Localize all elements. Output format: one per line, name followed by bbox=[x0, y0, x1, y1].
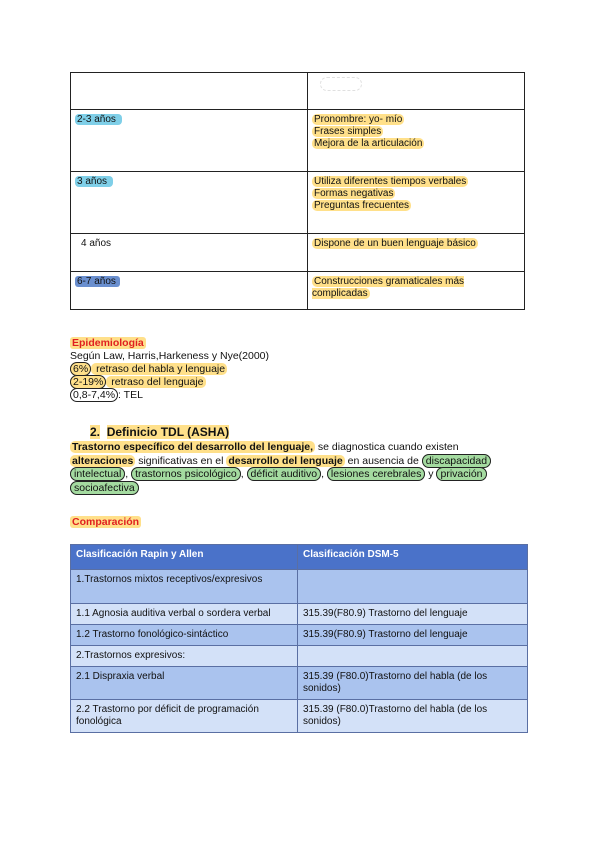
scribble-mark bbox=[320, 77, 362, 91]
highlight-term: privación bbox=[436, 467, 486, 481]
age-cell bbox=[71, 73, 308, 110]
milestone-item: Construcciones gramaticales más complicadas bbox=[312, 276, 465, 299]
table-cell: 2.1 Dispraxia verbal bbox=[71, 667, 298, 700]
table-row bbox=[71, 604, 528, 625]
table-row bbox=[71, 700, 528, 733]
milestone-item: Preguntas frecuentes bbox=[314, 200, 410, 211]
age-label: 2-3 años bbox=[75, 114, 122, 125]
separator: , bbox=[240, 468, 247, 480]
definition-heading bbox=[90, 426, 229, 439]
separator: y bbox=[425, 468, 437, 480]
text-run: se diagnostica cuando existen bbox=[315, 441, 459, 453]
epidemiology-heading: Epidemiología bbox=[72, 337, 144, 349]
milestone-cell bbox=[308, 234, 525, 272]
definition-paragraph bbox=[70, 441, 510, 495]
epidemiology-stat bbox=[70, 389, 269, 402]
epidemiology-source: Según Law, Harris,Harkeness y Nye(2000) bbox=[70, 350, 270, 362]
highlight-term: discapacidad bbox=[422, 454, 491, 468]
stat-value: 2-19% bbox=[70, 375, 106, 389]
comparison-heading-wrap bbox=[70, 516, 141, 529]
table-row bbox=[71, 110, 525, 172]
highlight-term: lesiones cerebrales bbox=[327, 467, 425, 481]
age-cell bbox=[71, 110, 308, 172]
age-cell bbox=[71, 234, 308, 272]
separator: , bbox=[321, 468, 327, 480]
table-cell: 315.39 (F80.0)Trastorno del habla (de los sonidos) bbox=[298, 700, 528, 733]
table-cell: 315.39 (F80.0)Trastorno del habla (de los sonidos) bbox=[298, 667, 528, 700]
age-cell bbox=[71, 172, 308, 234]
stat-value: 6% bbox=[70, 362, 91, 376]
highlight-term: intelectual bbox=[70, 467, 125, 481]
milestone-cell bbox=[308, 110, 525, 172]
text-run: alteraciones bbox=[72, 454, 134, 467]
milestone-item: Frases simples bbox=[314, 126, 382, 137]
definition-term: Trastorno específico del desarrollo del lenguaje, bbox=[72, 441, 313, 453]
heading-number: 2. bbox=[90, 425, 101, 439]
milestone-item: Pronombre: yo- mío bbox=[314, 114, 403, 125]
table-cell: 1.Trastornos mixtos receptivos/expresivos bbox=[71, 570, 298, 604]
table-row bbox=[71, 272, 525, 310]
milestone-item: Utiliza diferentes tiempos verbales bbox=[314, 176, 467, 187]
table-cell: 315.39(F80.9) Trastorno del lenguaje bbox=[298, 604, 528, 625]
table-row bbox=[71, 570, 528, 604]
age-label: 4 años bbox=[81, 238, 112, 249]
epidemiology-section bbox=[70, 337, 269, 402]
column-header: Clasificación Rapin y Allen bbox=[71, 545, 298, 570]
highlight-term: déficit auditivo bbox=[247, 467, 322, 481]
stat-text: : TEL bbox=[118, 389, 143, 401]
epidemiology-stat bbox=[70, 363, 269, 376]
table-cell: 315.39(F80.9) Trastorno del lenguaje bbox=[298, 625, 528, 646]
table-cell: 2.Trastornos expresivos: bbox=[71, 646, 298, 667]
table-header-row bbox=[71, 545, 528, 570]
milestone-item: Dispone de un buen lenguaje básico bbox=[314, 238, 476, 249]
highlight-term: socioafectiva bbox=[70, 481, 139, 495]
text-run: significativas en el bbox=[135, 454, 227, 467]
milestone-cell bbox=[308, 172, 525, 234]
heading-text: Definicio TDL (ASHA) bbox=[106, 425, 230, 439]
milestone-cell bbox=[308, 272, 525, 310]
table-row bbox=[71, 234, 525, 272]
table-row bbox=[71, 667, 528, 700]
table-cell: 1.1 Agnosia auditiva verbal o sordera verbal bbox=[71, 604, 298, 625]
table-row bbox=[71, 646, 528, 667]
age-label: 6-7 años bbox=[75, 276, 120, 287]
stat-value: 0,8-7,4% bbox=[70, 388, 118, 402]
highlight-term: trastornos psicológico bbox=[131, 467, 241, 481]
age-label: 3 años bbox=[75, 176, 113, 187]
column-header: Clasificación DSM-5 bbox=[298, 545, 528, 570]
stat-text: retraso del lenguaje bbox=[108, 376, 204, 388]
milestone-item: Formas negativas bbox=[314, 188, 394, 199]
text-run: desarrollo del lenguaje bbox=[228, 454, 343, 467]
classification-table bbox=[70, 544, 528, 733]
table-row bbox=[71, 73, 525, 110]
stat-text: retraso del habla y lenguaje bbox=[93, 363, 226, 375]
milestone-item: Mejora de la articulación bbox=[314, 138, 423, 149]
milestone-cell bbox=[308, 73, 525, 110]
table-cell bbox=[298, 646, 528, 667]
separator: , bbox=[125, 468, 132, 480]
text-run: en ausencia de bbox=[344, 454, 422, 467]
development-table bbox=[70, 72, 525, 310]
table-row bbox=[71, 625, 528, 646]
comparison-heading: Comparación bbox=[72, 516, 140, 528]
table-row bbox=[71, 172, 525, 234]
table-cell: 2.2 Trastorno por déficit de programación fonológica bbox=[71, 700, 298, 733]
table-cell: 1.2 Trastorno fonológico-sintáctico bbox=[71, 625, 298, 646]
table-cell bbox=[298, 570, 528, 604]
age-cell bbox=[71, 272, 308, 310]
